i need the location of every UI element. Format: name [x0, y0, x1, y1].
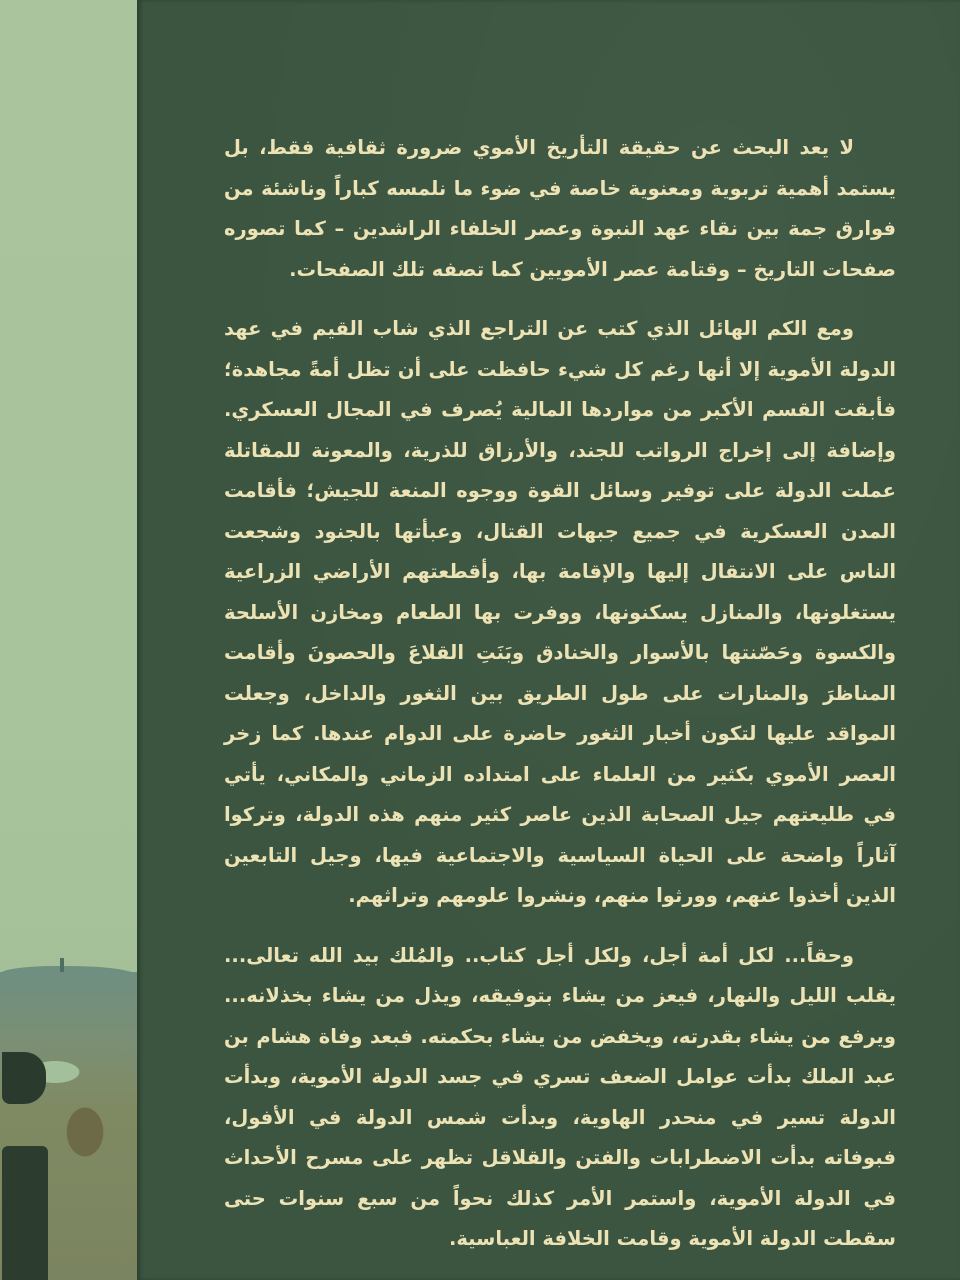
- arch-window-shape: [2, 1052, 46, 1104]
- cover-photo-strip: [0, 0, 137, 1280]
- paragraph-3: وحقاً... لكل أمة أجل، ولكل أجل كتاب.. والمُلك بيد الله تعالى... يقلب الليل والنهار، فيعز من يشاء بتوفيقه، ويذل من يشاء بخذلانه... ويرفع من يشاء بقدرته، ويخفض من يشاء بحكمته. فبعد وفاة هشام بن عبد الملك بدأت عوامل الضعف تسري في جسد الدولة الأموية، وبدأت الدولة تسير في منحدر الهاوية، وبدأت شمس الدولة في الأفول، فبوفاته بدأت الاضطرابات والفتن والقلاقل تظهر على مسرح الأحداث في الدولة الأموية، واستمر الأمر كذلك نحواً من سبع سنوات حتى سقطت الدولة الأموية وقامت الخلافة العباسية.: [224, 943, 896, 1250]
- doorway-shape: [2, 1146, 48, 1280]
- paragraph-1: لا يعد البحث عن حقيقة التأريخ الأموي ضرورة ثقافية فقط، بل يستمد أهمية تربوية ومعنوية خاصة في ضوء ما نلمسه كباراً وناشئة من فوارق جمة بين نقاء عهد النبوة وعصر الخلفاء الراشدين – كما تصوره صفحات التاريخ – وقتامة عصر الأمويين كما تصفه تلك الصفحات.: [224, 136, 896, 281]
- blurb-text: [224, 128, 896, 1279]
- paragraph-2: ومع الكم الهائل الذي كتب عن التراجع الذي شاب القيم في عهد الدولة الأموية إلا أنها رغم كل شيء حافظت على أن تظل أمةً مجاهدة؛ فأبقت القسم الأكبر من مواردها المالية يُصرف في المجال العسكري. وإضافة إلى إخراج الرواتب للجند، والأرزاق للذرية، والمعونة للمقاتلة عملت الدولة على توفير وسائل القوة ووجوه المنعة للجيش؛ فأقامت المدن العسكرية في جميع جبهات القتال، وعبأتها بالجنود وشجعت الناس على الانتقال إليها والإقامة بها، وأقطعتهم الأراضي الزراعية يستغلونها، والمنازل يسكنونها، ووفرت بها الطعام ومخازن الأسلحة والكسوة وحَصّنتها بالأسوار والخنادق وبَنَتِ القلاعَ والحصونَ وأقامت المناظرَ والمنارات على طول الطريق بين الثغور والداخل، وجعلت المواقد عليها لتكون أخبار الثغور حاضرة على الدوام عندها. كما زخر العصر الأموي بكثير من العلماء على امتداده الزماني والمكاني، يأتي في طليعتهم جيل الصحابة الذين عاصر كثير منهم هذه الدولة، وتركوا آثاراً واضحة على الحياة السياسية والاجتماعية فيها، وجيل التابعين الذين أخذوا عنهم، وورثوا منهم، ونشروا علومهم وتراثهم.: [224, 317, 896, 907]
